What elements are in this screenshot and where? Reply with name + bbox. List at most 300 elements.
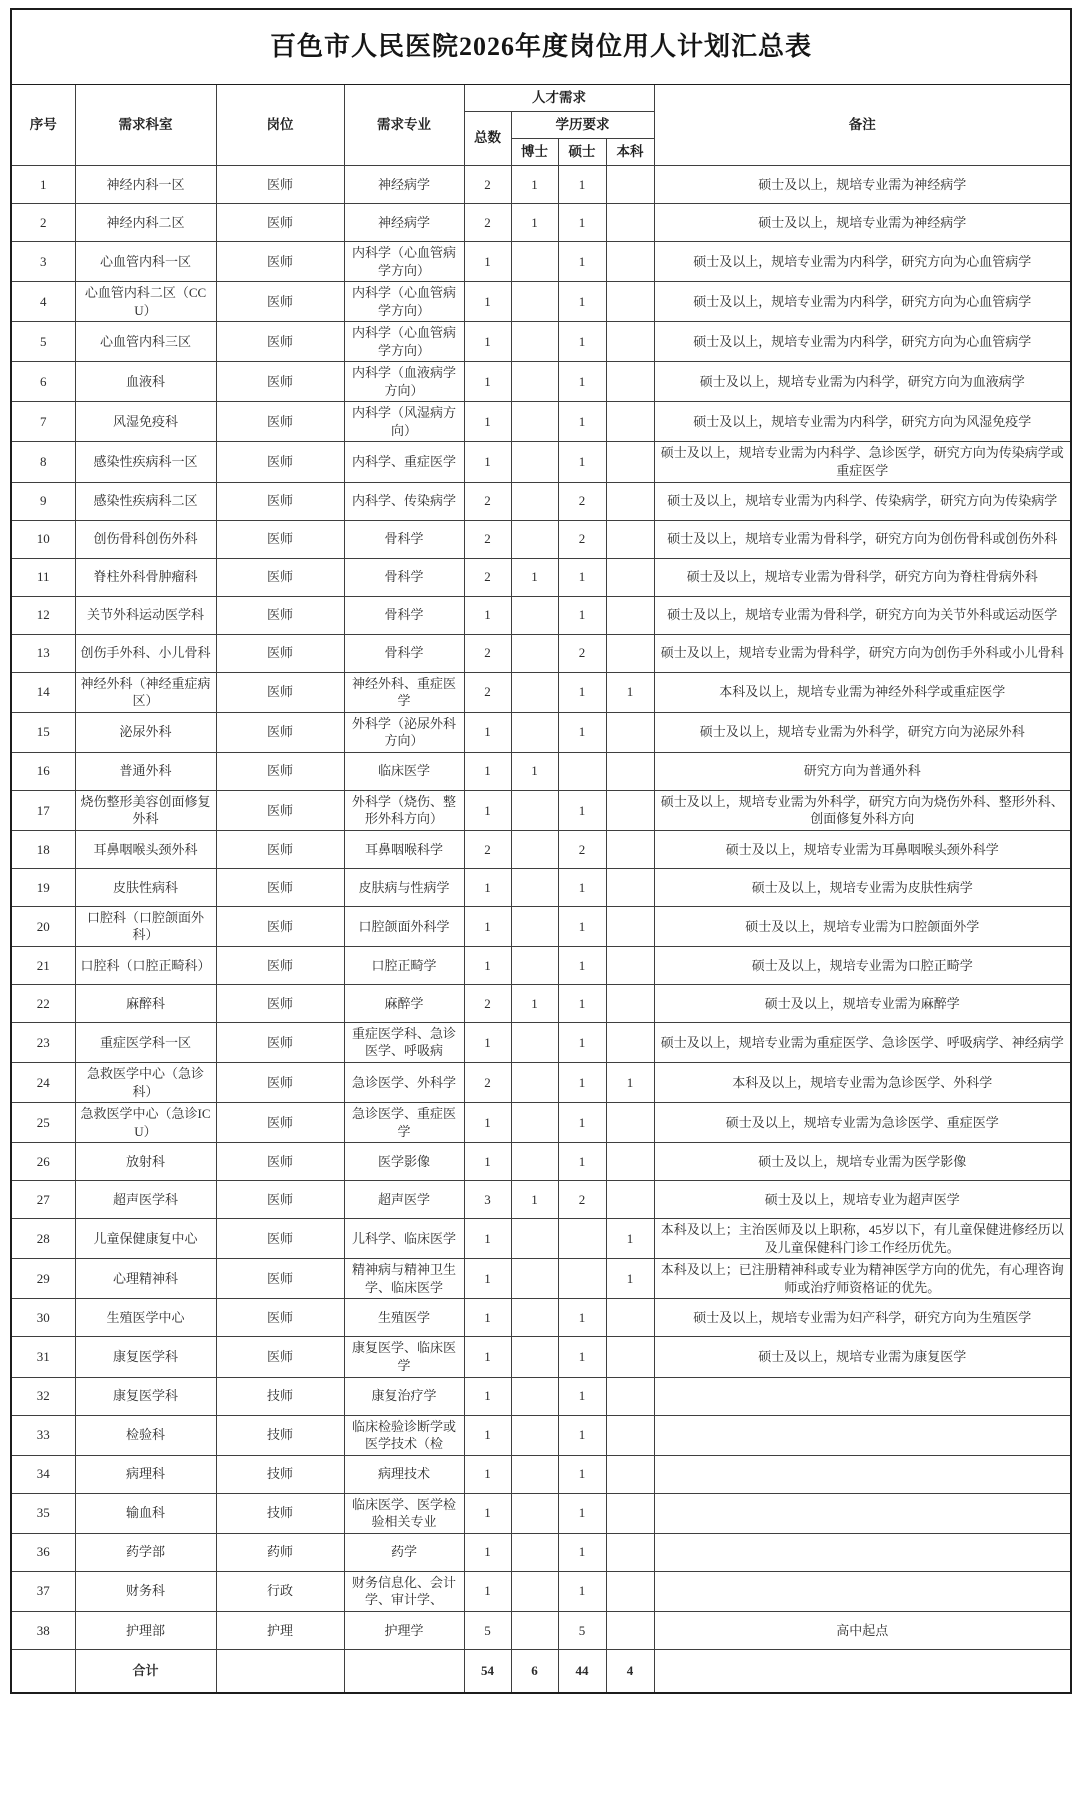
table-row xyxy=(11,1022,1071,1062)
department-cell: 急救医学中心（急诊ICU） xyxy=(75,1103,216,1143)
master-count-cell: 1 xyxy=(558,402,606,442)
total-count-cell: 1 xyxy=(464,712,511,752)
total-count-cell: 5 xyxy=(464,1611,511,1649)
department-cell: 急救医学中心（急诊科） xyxy=(75,1063,216,1103)
total-row-master-count: 44 xyxy=(558,1649,606,1693)
total-count-cell: 2 xyxy=(464,204,511,242)
bachelor-count-cell xyxy=(606,868,654,906)
total-count-cell: 2 xyxy=(464,558,511,596)
total-count-cell: 1 xyxy=(464,1455,511,1493)
bachelor-count-cell xyxy=(606,558,654,596)
phd-count-cell xyxy=(511,520,558,558)
row-number-cell: 20 xyxy=(11,906,75,946)
total-count-cell: 1 xyxy=(464,1533,511,1571)
department-cell: 放射科 xyxy=(75,1143,216,1181)
department-cell: 皮肤性病科 xyxy=(75,868,216,906)
remark-cell: 硕士及以上，规培专业需为口腔正畸学 xyxy=(654,946,1071,984)
row-number-cell: 6 xyxy=(11,362,75,402)
table-row xyxy=(11,402,1071,442)
remark-cell: 硕士及以上，规培专业需为神经病学 xyxy=(654,204,1071,242)
bachelor-count-cell xyxy=(606,1533,654,1571)
col-header-bachelor: 本科 xyxy=(606,139,654,166)
col-header-no: 序号 xyxy=(11,85,75,166)
phd-count-cell xyxy=(511,1299,558,1337)
phd-count-cell: 1 xyxy=(511,166,558,204)
row-number-cell: 34 xyxy=(11,1455,75,1493)
position-cell: 医师 xyxy=(216,868,344,906)
bachelor-count-cell xyxy=(606,1455,654,1493)
bachelor-count-cell xyxy=(606,520,654,558)
phd-count-cell xyxy=(511,1063,558,1103)
row-number-cell: 25 xyxy=(11,1103,75,1143)
table-row xyxy=(11,442,1071,482)
phd-count-cell: 1 xyxy=(511,752,558,790)
department-cell: 儿童保健康复中心 xyxy=(75,1219,216,1259)
phd-count-cell xyxy=(511,1415,558,1455)
table-row xyxy=(11,1143,1071,1181)
row-number-cell: 17 xyxy=(11,790,75,830)
phd-count-cell xyxy=(511,362,558,402)
remark-cell: 本科及以上；主治医师及以上职称，45岁以下，有儿童保健进修经历以及儿童保健科门诊工作经历优先。 xyxy=(654,1219,1071,1259)
total-count-cell: 1 xyxy=(464,1143,511,1181)
position-cell: 医师 xyxy=(216,1143,344,1181)
total-count-cell: 1 xyxy=(464,1103,511,1143)
remark-cell: 硕士及以上，规培专业需为骨科学，研究方向为创伤手外科或小儿骨科 xyxy=(654,634,1071,672)
bachelor-count-cell xyxy=(606,596,654,634)
total-count-cell: 1 xyxy=(464,1493,511,1533)
total-count-cell: 1 xyxy=(464,282,511,322)
table-row xyxy=(11,1063,1071,1103)
row-number-cell: 8 xyxy=(11,442,75,482)
major-cell: 外科学（泌尿外科方向） xyxy=(344,712,464,752)
position-cell: 医师 xyxy=(216,906,344,946)
position-cell: 医师 xyxy=(216,1219,344,1259)
master-count-cell: 1 xyxy=(558,984,606,1022)
bachelor-count-cell xyxy=(606,442,654,482)
major-cell: 超声医学 xyxy=(344,1181,464,1219)
remark-cell: 硕士及以上，规培专业需为内科学、传染病学，研究方向为传染病学 xyxy=(654,482,1071,520)
major-cell: 康复治疗学 xyxy=(344,1377,464,1415)
major-cell: 骨科学 xyxy=(344,596,464,634)
bachelor-count-cell xyxy=(606,242,654,282)
total-count-cell: 1 xyxy=(464,790,511,830)
master-count-cell: 1 xyxy=(558,1533,606,1571)
total-row-position-cell xyxy=(216,1649,344,1693)
table-row xyxy=(11,790,1071,830)
phd-count-cell xyxy=(511,1611,558,1649)
position-cell: 医师 xyxy=(216,790,344,830)
bachelor-count-cell xyxy=(606,1337,654,1377)
master-count-cell: 1 xyxy=(558,1337,606,1377)
total-row-bachelor-count: 4 xyxy=(606,1649,654,1693)
position-cell: 医师 xyxy=(216,166,344,204)
table-row xyxy=(11,634,1071,672)
total-count-cell: 1 xyxy=(464,868,511,906)
master-count-cell: 1 xyxy=(558,166,606,204)
major-cell: 内科学、传染病学 xyxy=(344,482,464,520)
total-count-cell: 2 xyxy=(464,984,511,1022)
title-row xyxy=(11,9,1071,85)
total-count-cell: 1 xyxy=(464,1337,511,1377)
master-count-cell: 1 xyxy=(558,442,606,482)
position-cell: 医师 xyxy=(216,558,344,596)
bachelor-count-cell xyxy=(606,946,654,984)
row-number-cell: 18 xyxy=(11,830,75,868)
department-cell: 普通外科 xyxy=(75,752,216,790)
position-cell: 技师 xyxy=(216,1415,344,1455)
bachelor-count-cell xyxy=(606,1022,654,1062)
master-count-cell: 1 xyxy=(558,946,606,984)
department-cell: 心血管内科二区（CCU） xyxy=(75,282,216,322)
total-count-cell: 1 xyxy=(464,1415,511,1455)
position-cell: 医师 xyxy=(216,322,344,362)
major-cell: 儿科学、临床医学 xyxy=(344,1219,464,1259)
total-count-cell: 1 xyxy=(464,1377,511,1415)
phd-count-cell: 1 xyxy=(511,558,558,596)
col-header-phd: 博士 xyxy=(511,139,558,166)
table-row xyxy=(11,712,1071,752)
table-row xyxy=(11,1415,1071,1455)
master-count-cell: 2 xyxy=(558,482,606,520)
remark-cell: 硕士及以上，规培专业需为内科学，研究方向为风湿免疫学 xyxy=(654,402,1071,442)
table-row xyxy=(11,1611,1071,1649)
position-cell: 医师 xyxy=(216,634,344,672)
table-row xyxy=(11,1337,1071,1377)
master-count-cell: 1 xyxy=(558,1493,606,1533)
table-row xyxy=(11,242,1071,282)
phd-count-cell xyxy=(511,402,558,442)
total-count-cell: 1 xyxy=(464,362,511,402)
major-cell: 麻醉学 xyxy=(344,984,464,1022)
bachelor-count-cell xyxy=(606,204,654,242)
position-cell: 医师 xyxy=(216,482,344,520)
master-count-cell: 1 xyxy=(558,204,606,242)
master-count-cell: 2 xyxy=(558,520,606,558)
major-cell: 骨科学 xyxy=(344,634,464,672)
row-number-cell: 33 xyxy=(11,1415,75,1455)
phd-count-cell xyxy=(511,1571,558,1611)
total-count-cell: 1 xyxy=(464,1219,511,1259)
department-cell: 感染性疾病科一区 xyxy=(75,442,216,482)
major-cell: 康复医学、临床医学 xyxy=(344,1337,464,1377)
bachelor-count-cell xyxy=(606,1143,654,1181)
bachelor-count-cell xyxy=(606,830,654,868)
bachelor-count-cell xyxy=(606,1571,654,1611)
position-cell: 医师 xyxy=(216,1299,344,1337)
remark-cell: 硕士及以上，规培专业需为外科学，研究方向为泌尿外科 xyxy=(654,712,1071,752)
bachelor-count-cell xyxy=(606,1299,654,1337)
position-cell: 医师 xyxy=(216,362,344,402)
col-header-education-req: 学历要求 xyxy=(511,112,654,139)
master-count-cell: 1 xyxy=(558,1103,606,1143)
major-cell: 病理技术 xyxy=(344,1455,464,1493)
table-row xyxy=(11,1377,1071,1415)
total-row-major-cell xyxy=(344,1649,464,1693)
department-cell: 关节外科运动医学科 xyxy=(75,596,216,634)
major-cell: 精神病与精神卫生学、临床医学 xyxy=(344,1259,464,1299)
row-number-cell: 37 xyxy=(11,1571,75,1611)
master-count-cell: 2 xyxy=(558,1181,606,1219)
major-cell: 神经外科、重症医学 xyxy=(344,672,464,712)
major-cell: 骨科学 xyxy=(344,558,464,596)
major-cell: 临床医学 xyxy=(344,752,464,790)
major-cell: 口腔正畸学 xyxy=(344,946,464,984)
master-count-cell xyxy=(558,1219,606,1259)
major-cell: 内科学（风湿病方向） xyxy=(344,402,464,442)
position-cell: 医师 xyxy=(216,984,344,1022)
phd-count-cell xyxy=(511,946,558,984)
major-cell: 口腔颌面外科学 xyxy=(344,906,464,946)
row-number-cell: 35 xyxy=(11,1493,75,1533)
master-count-cell: 1 xyxy=(558,672,606,712)
table-row xyxy=(11,362,1071,402)
table-row xyxy=(11,672,1071,712)
position-cell: 医师 xyxy=(216,402,344,442)
department-cell: 心血管内科三区 xyxy=(75,322,216,362)
table-row xyxy=(11,596,1071,634)
department-cell: 康复医学科 xyxy=(75,1337,216,1377)
remark-cell: 硕士及以上，规培专业需为内科学，研究方向为心血管病学 xyxy=(654,282,1071,322)
remark-cell: 硕士及以上，规培专业需为骨科学，研究方向为脊柱骨病外科 xyxy=(654,558,1071,596)
table-row xyxy=(11,282,1071,322)
major-cell: 重症医学科、急诊医学、呼吸病 xyxy=(344,1022,464,1062)
position-cell: 医师 xyxy=(216,672,344,712)
remark-cell: 硕士及以上，规培专业需为骨科学，研究方向为创伤骨科或创伤外科 xyxy=(654,520,1071,558)
major-cell: 急诊医学、外科学 xyxy=(344,1063,464,1103)
remark-cell: 硕士及以上，规培专业需为内科学，研究方向为心血管病学 xyxy=(654,242,1071,282)
phd-count-cell xyxy=(511,322,558,362)
position-cell: 医师 xyxy=(216,1103,344,1143)
phd-count-cell xyxy=(511,1219,558,1259)
remark-cell xyxy=(654,1377,1071,1415)
row-number-cell: 31 xyxy=(11,1337,75,1377)
row-number-cell: 21 xyxy=(11,946,75,984)
row-number-cell: 38 xyxy=(11,1611,75,1649)
table-row xyxy=(11,1533,1071,1571)
col-header-talent-demand: 人才需求 xyxy=(464,85,654,112)
master-count-cell: 1 xyxy=(558,1571,606,1611)
master-count-cell: 1 xyxy=(558,1299,606,1337)
major-cell: 急诊医学、重症医学 xyxy=(344,1103,464,1143)
master-count-cell xyxy=(558,752,606,790)
remark-cell: 高中起点 xyxy=(654,1611,1071,1649)
table-row xyxy=(11,1571,1071,1611)
table-row xyxy=(11,1103,1071,1143)
remark-cell xyxy=(654,1415,1071,1455)
total-count-cell: 2 xyxy=(464,520,511,558)
col-header-master: 硕士 xyxy=(558,139,606,166)
table-row xyxy=(11,1299,1071,1337)
phd-count-cell xyxy=(511,1103,558,1143)
master-count-cell: 5 xyxy=(558,1611,606,1649)
master-count-cell: 1 xyxy=(558,242,606,282)
department-cell: 脊柱外科骨肿瘤科 xyxy=(75,558,216,596)
row-number-cell: 22 xyxy=(11,984,75,1022)
department-cell: 泌尿外科 xyxy=(75,712,216,752)
department-cell: 心理精神科 xyxy=(75,1259,216,1299)
position-cell: 医师 xyxy=(216,442,344,482)
master-count-cell: 1 xyxy=(558,712,606,752)
remark-cell: 硕士及以上，规培专业需为神经病学 xyxy=(654,166,1071,204)
phd-count-cell xyxy=(511,1377,558,1415)
row-number-cell: 23 xyxy=(11,1022,75,1062)
remark-cell xyxy=(654,1533,1071,1571)
master-count-cell: 1 xyxy=(558,362,606,402)
department-cell: 输血科 xyxy=(75,1493,216,1533)
major-cell: 神经病学 xyxy=(344,166,464,204)
phd-count-cell xyxy=(511,1337,558,1377)
position-cell: 技师 xyxy=(216,1455,344,1493)
row-number-cell: 28 xyxy=(11,1219,75,1259)
phd-count-cell xyxy=(511,482,558,520)
phd-count-cell xyxy=(511,672,558,712)
department-cell: 耳鼻咽喉头颈外科 xyxy=(75,830,216,868)
master-count-cell xyxy=(558,1259,606,1299)
position-cell: 医师 xyxy=(216,520,344,558)
remark-cell xyxy=(654,1493,1071,1533)
table-row xyxy=(11,906,1071,946)
remark-cell: 硕士及以上，规培专业需为麻醉学 xyxy=(654,984,1071,1022)
department-cell: 风湿免疫科 xyxy=(75,402,216,442)
table-row xyxy=(11,984,1071,1022)
master-count-cell: 1 xyxy=(558,558,606,596)
phd-count-cell xyxy=(511,1143,558,1181)
row-number-cell: 7 xyxy=(11,402,75,442)
master-count-cell: 1 xyxy=(558,790,606,830)
department-cell: 检验科 xyxy=(75,1415,216,1455)
bachelor-count-cell: 1 xyxy=(606,1219,654,1259)
bachelor-count-cell xyxy=(606,166,654,204)
master-count-cell: 1 xyxy=(558,1143,606,1181)
master-count-cell: 1 xyxy=(558,282,606,322)
remark-cell: 研究方向为普通外科 xyxy=(654,752,1071,790)
total-count-cell: 1 xyxy=(464,752,511,790)
phd-count-cell xyxy=(511,282,558,322)
remark-cell: 硕士及以上，规培专业需为康复医学 xyxy=(654,1337,1071,1377)
row-number-cell: 2 xyxy=(11,204,75,242)
bachelor-count-cell xyxy=(606,1377,654,1415)
remark-cell: 硕士及以上，规培专业需为皮肤性病学 xyxy=(654,868,1071,906)
department-cell: 麻醉科 xyxy=(75,984,216,1022)
row-number-cell: 3 xyxy=(11,242,75,282)
phd-count-cell xyxy=(511,830,558,868)
position-cell: 医师 xyxy=(216,946,344,984)
position-cell: 医师 xyxy=(216,1022,344,1062)
table-row xyxy=(11,1259,1071,1299)
bachelor-count-cell xyxy=(606,906,654,946)
major-cell: 内科学、重症医学 xyxy=(344,442,464,482)
major-cell: 生殖医学 xyxy=(344,1299,464,1337)
bachelor-count-cell: 1 xyxy=(606,672,654,712)
col-header-position: 岗位 xyxy=(216,85,344,166)
master-count-cell: 1 xyxy=(558,1415,606,1455)
phd-count-cell xyxy=(511,868,558,906)
total-count-cell: 3 xyxy=(464,1181,511,1219)
table-row xyxy=(11,482,1071,520)
remark-cell xyxy=(654,1455,1071,1493)
bachelor-count-cell xyxy=(606,1493,654,1533)
position-cell: 医师 xyxy=(216,282,344,322)
bachelor-count-cell xyxy=(606,712,654,752)
department-cell: 口腔科（口腔颌面外科） xyxy=(75,906,216,946)
remark-cell: 硕士及以上，规培专业需为重症医学、急诊医学、呼吸病学、神经病学 xyxy=(654,1022,1071,1062)
major-cell: 内科学（心血管病学方向） xyxy=(344,282,464,322)
table-row xyxy=(11,830,1071,868)
master-count-cell: 1 xyxy=(558,1377,606,1415)
bachelor-count-cell: 1 xyxy=(606,1063,654,1103)
phd-count-cell: 1 xyxy=(511,984,558,1022)
bachelor-count-cell: 1 xyxy=(606,1259,654,1299)
total-count-cell: 1 xyxy=(464,1022,511,1062)
remark-cell: 硕士及以上，规培专业需为耳鼻咽喉头颈外科学 xyxy=(654,830,1071,868)
bachelor-count-cell xyxy=(606,1181,654,1219)
row-number-cell: 30 xyxy=(11,1299,75,1337)
bachelor-count-cell xyxy=(606,634,654,672)
phd-count-cell xyxy=(511,242,558,282)
table-row xyxy=(11,520,1071,558)
department-cell: 神经内科二区 xyxy=(75,204,216,242)
bachelor-count-cell xyxy=(606,402,654,442)
row-number-cell: 16 xyxy=(11,752,75,790)
position-cell: 医师 xyxy=(216,1063,344,1103)
position-cell: 医师 xyxy=(216,712,344,752)
total-count-cell: 1 xyxy=(464,1259,511,1299)
bachelor-count-cell xyxy=(606,362,654,402)
department-cell: 超声医学科 xyxy=(75,1181,216,1219)
phd-count-cell xyxy=(511,906,558,946)
phd-count-cell xyxy=(511,712,558,752)
row-number-cell: 11 xyxy=(11,558,75,596)
position-cell: 医师 xyxy=(216,752,344,790)
master-count-cell: 1 xyxy=(558,596,606,634)
department-cell: 感染性疾病科二区 xyxy=(75,482,216,520)
page-title: 百色市人民医院2026年度岗位用人计划汇总表 xyxy=(11,9,1071,85)
remark-cell: 硕士及以上，规培专业需为骨科学，研究方向为关节外科或运动医学 xyxy=(654,596,1071,634)
total-count-cell: 1 xyxy=(464,402,511,442)
major-cell: 骨科学 xyxy=(344,520,464,558)
row-number-cell: 24 xyxy=(11,1063,75,1103)
major-cell: 内科学（血液病学方向） xyxy=(344,362,464,402)
total-row-no-cell xyxy=(11,1649,75,1693)
col-header-department: 需求科室 xyxy=(75,85,216,166)
master-count-cell: 2 xyxy=(558,634,606,672)
staffing-plan-table xyxy=(10,8,1072,1694)
phd-count-cell xyxy=(511,790,558,830)
remark-cell: 硕士及以上，规培专业需为外科学，研究方向为烧伤外科、整形外科、创面修复外科方向 xyxy=(654,790,1071,830)
header-row-1 xyxy=(11,85,1071,112)
phd-count-cell xyxy=(511,442,558,482)
bachelor-count-cell xyxy=(606,1611,654,1649)
department-cell: 护理部 xyxy=(75,1611,216,1649)
position-cell: 医师 xyxy=(216,1181,344,1219)
total-row-label: 合计 xyxy=(75,1649,216,1693)
position-cell: 药师 xyxy=(216,1533,344,1571)
table-row xyxy=(11,204,1071,242)
table-row xyxy=(11,166,1071,204)
total-row-total-count: 54 xyxy=(464,1649,511,1693)
total-count-cell: 2 xyxy=(464,830,511,868)
total-count-cell: 1 xyxy=(464,596,511,634)
remark-cell xyxy=(654,1571,1071,1611)
position-cell: 技师 xyxy=(216,1377,344,1415)
bachelor-count-cell xyxy=(606,984,654,1022)
total-count-cell: 2 xyxy=(464,1063,511,1103)
total-count-cell: 1 xyxy=(464,906,511,946)
major-cell: 药学 xyxy=(344,1533,464,1571)
department-cell: 药学部 xyxy=(75,1533,216,1571)
phd-count-cell xyxy=(511,1022,558,1062)
row-number-cell: 32 xyxy=(11,1377,75,1415)
